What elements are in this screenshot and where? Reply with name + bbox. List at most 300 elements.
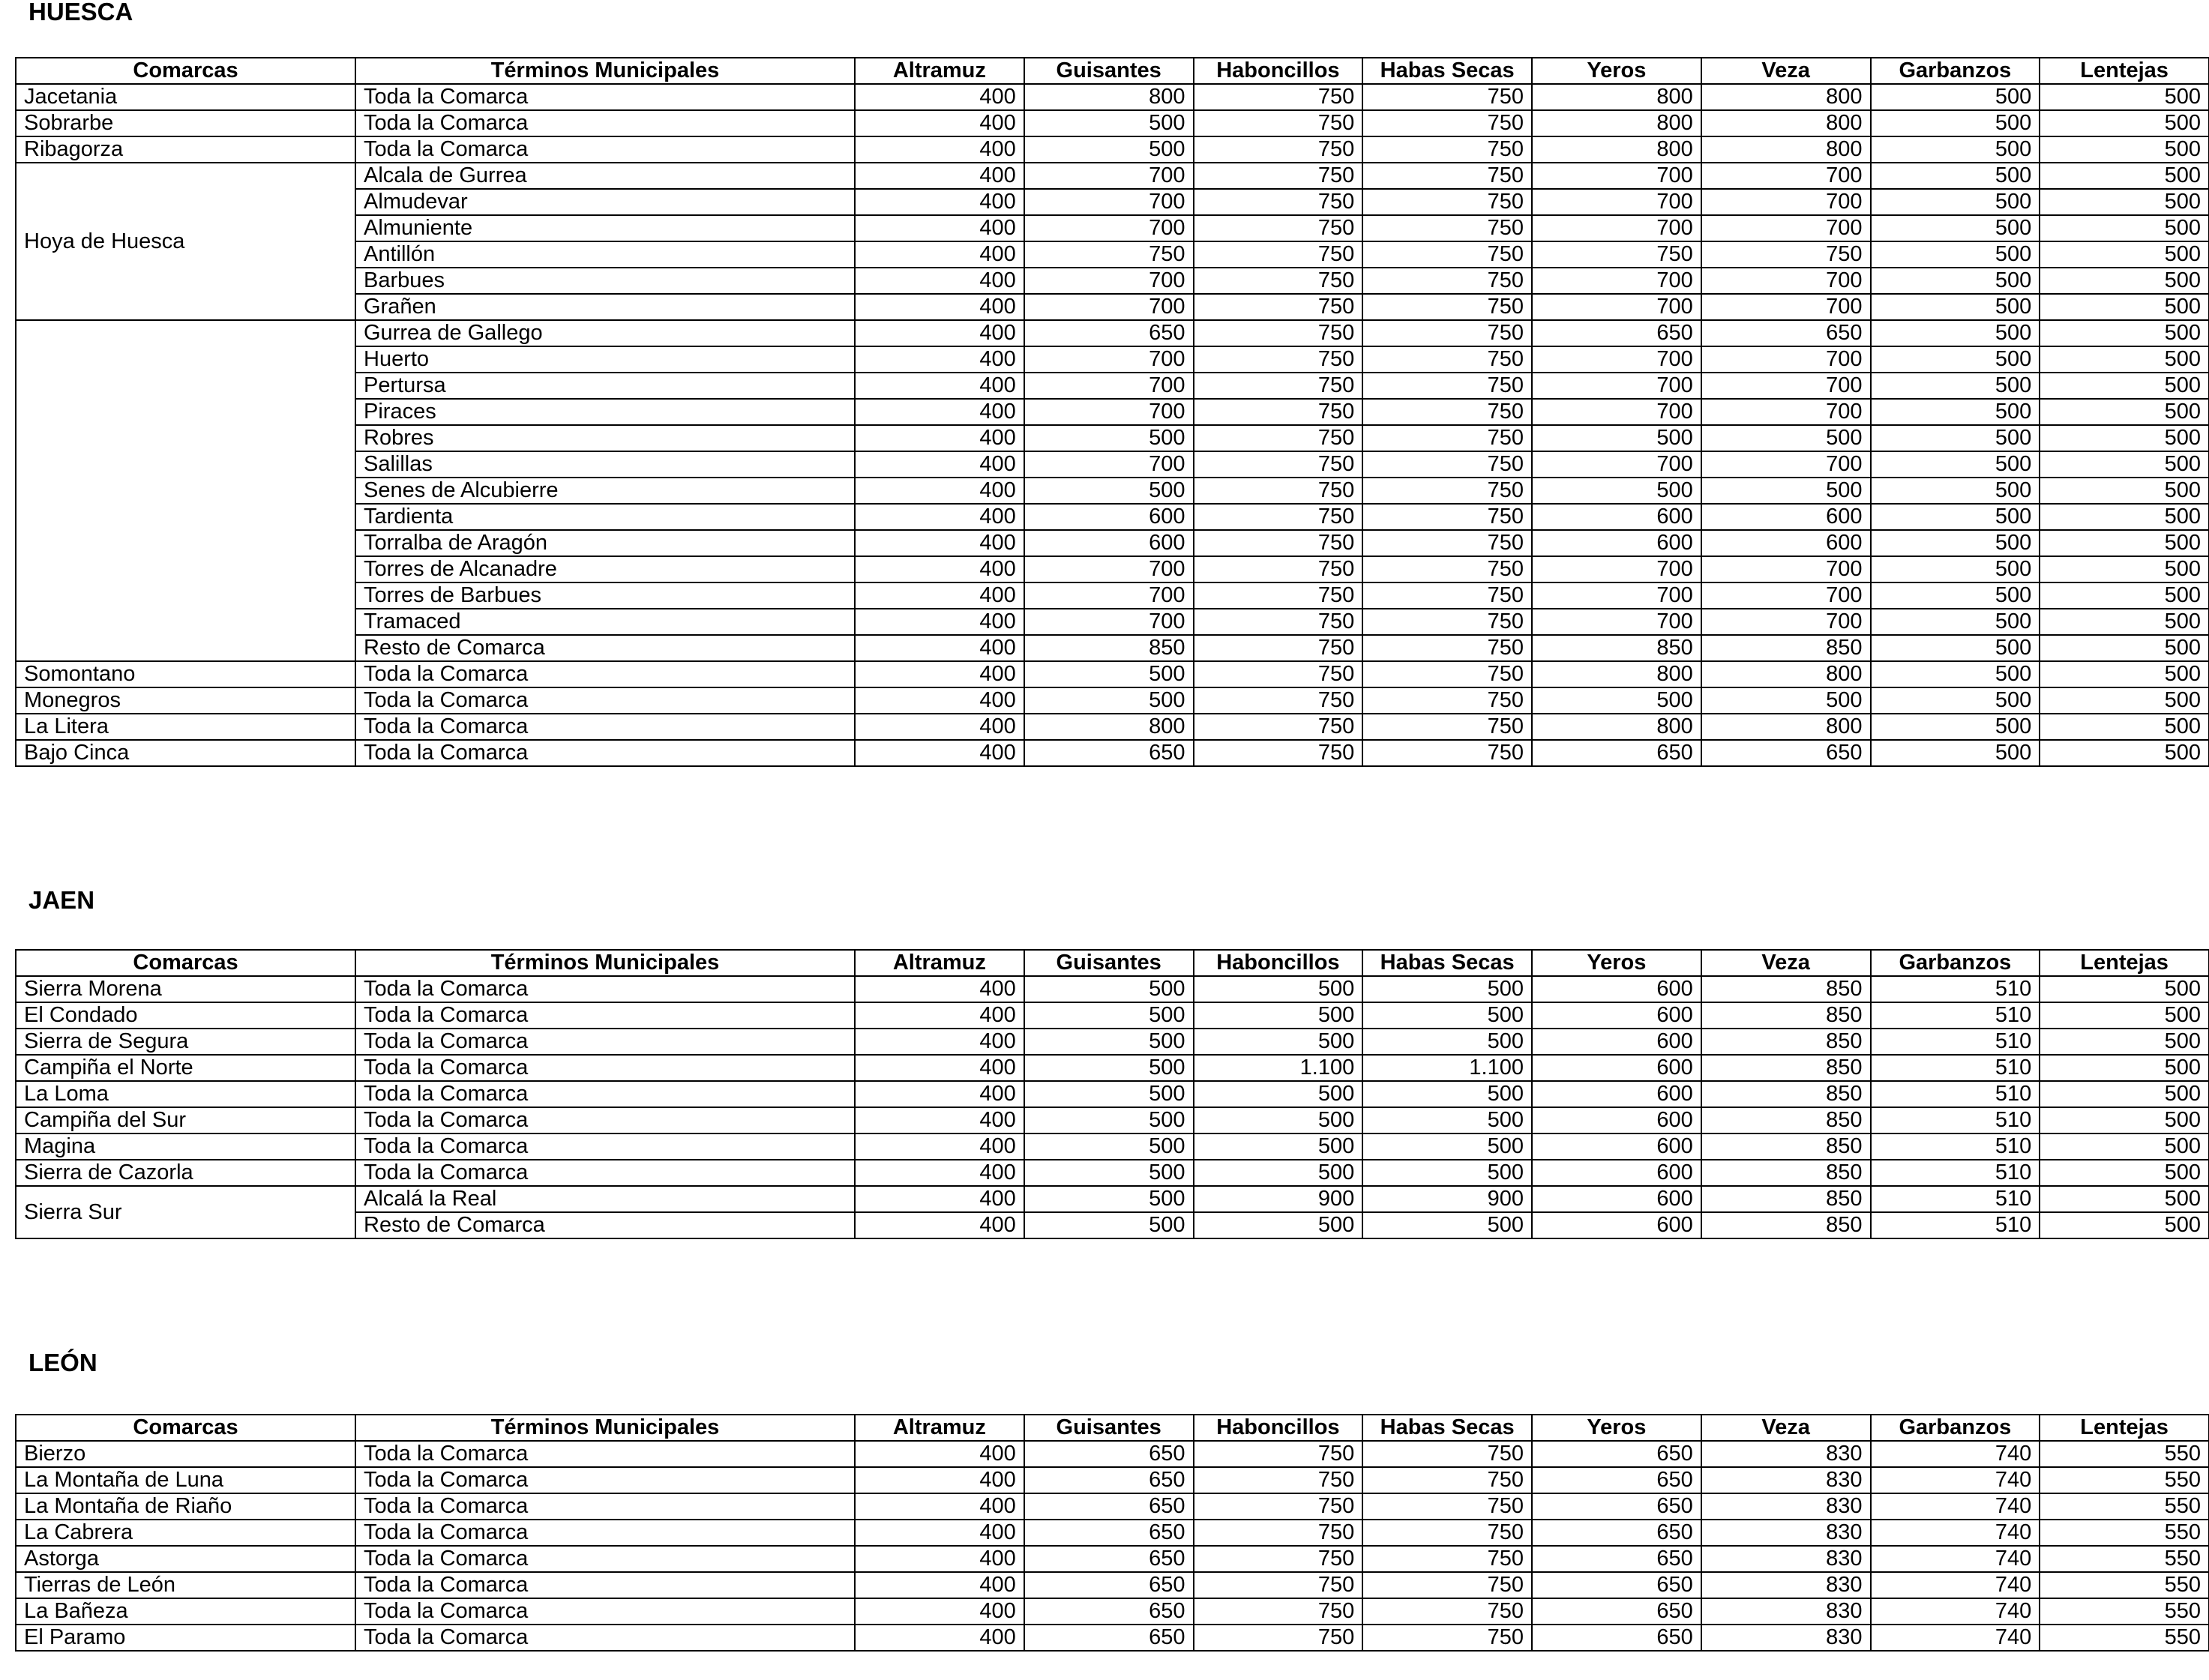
lentejas-cell: 500 [2040,504,2209,530]
garbanzos-header: Garbanzos [1871,950,2040,976]
veza-cell: 700 [1701,346,1871,373]
veza-cell: 500 [1701,425,1871,451]
haboncillos-cell: 750 [1194,84,1363,110]
lentejas-cell: 500 [2040,1133,2209,1160]
haboncillos-cell: 750 [1194,399,1363,425]
altramuz-cell: 400 [855,1598,1024,1625]
haboncillos-cell: 750 [1194,1625,1363,1651]
yeros-cell: 500 [1532,425,1701,451]
comarca-cell: La Litera [16,714,355,740]
haboncillos-cell: 750 [1194,582,1363,609]
lentejas-cell: 550 [2040,1625,2209,1651]
table-row [16,1546,2209,1572]
termino-cell: Toda la Comarca [355,1493,855,1520]
garbanzos-cell: 510 [1871,1081,2040,1107]
termino-cell: Toda la Comarca [355,661,855,687]
yeros-cell: 650 [1532,1598,1701,1625]
haboncillos-cell: 900 [1194,1186,1363,1212]
termino-cell: Huerto [355,346,855,373]
haboncillos-cell: 750 [1194,241,1363,268]
habas-secas-cell: 500 [1362,1081,1532,1107]
yeros-header: Yeros [1532,1415,1701,1441]
table-row [16,1160,2209,1186]
altramuz-cell: 400 [855,1029,1024,1055]
yeros-cell: 700 [1532,451,1701,478]
comarca-cell: Bierzo [16,1441,355,1467]
altramuz-cell: 400 [855,1520,1024,1546]
comarca-cell: Sierra Morena [16,976,355,1002]
haboncillos-cell: 750 [1194,346,1363,373]
altramuz-cell: 400 [855,373,1024,399]
termino-cell: Grañen [355,294,855,320]
habas-secas-cell: 1.100 [1362,1055,1532,1081]
yeros-cell: 850 [1532,635,1701,661]
garbanzos-cell: 500 [1871,136,2040,163]
habas-secas-cell: 750 [1362,268,1532,294]
altramuz-cell: 400 [855,687,1024,714]
yeros-cell: 650 [1532,1546,1701,1572]
comarca-cell [16,320,355,661]
table-row [16,714,2209,740]
garbanzos-cell: 500 [1871,425,2040,451]
veza-cell: 850 [1701,1029,1871,1055]
garbanzos-cell: 510 [1871,1186,2040,1212]
habas-secas-cell: 750 [1362,294,1532,320]
altramuz-cell: 400 [855,661,1024,687]
yeros-cell: 750 [1532,241,1701,268]
comarca-cell: La Loma [16,1081,355,1107]
altramuz-cell: 400 [855,976,1024,1002]
habas-secas-cell: 500 [1362,1107,1532,1133]
haboncillos-cell: 750 [1194,189,1363,215]
veza-cell: 500 [1701,687,1871,714]
comarca-cell: Campiña el Norte [16,1055,355,1081]
guisantes-cell: 500 [1024,1107,1194,1133]
garbanzos-cell: 740 [1871,1467,2040,1493]
haboncillos-cell: 500 [1194,1029,1363,1055]
comarca-cell: El Condado [16,1002,355,1029]
haboncillos-cell: 750 [1194,136,1363,163]
lentejas-cell: 550 [2040,1441,2209,1467]
veza-cell: 700 [1701,451,1871,478]
termino-cell: Antillón [355,241,855,268]
termino-cell: Toda la Comarca [355,1055,855,1081]
haboncillos-cell: 750 [1194,1441,1363,1467]
comarca-cell: El Paramo [16,1625,355,1651]
guisantes-cell: 500 [1024,1133,1194,1160]
lentejas-cell: 500 [2040,215,2209,241]
guisantes-cell: 650 [1024,1572,1194,1598]
guisantes-cell: 500 [1024,110,1194,136]
lentejas-cell: 500 [2040,582,2209,609]
veza-cell: 850 [1701,1055,1871,1081]
yeros-cell: 700 [1532,609,1701,635]
yeros-header: Yeros [1532,950,1701,976]
veza-cell: 830 [1701,1546,1871,1572]
termino-cell: Toda la Comarca [355,740,855,766]
altramuz-cell: 400 [855,110,1024,136]
haboncillos-cell: 750 [1194,1493,1363,1520]
guisantes-cell: 700 [1024,582,1194,609]
lentejas-cell: 550 [2040,1467,2209,1493]
termino-cell: Toda la Comarca [355,1467,855,1493]
veza-cell: 800 [1701,136,1871,163]
lentejas-cell: 500 [2040,661,2209,687]
termino-header: Términos Municipales [355,1415,855,1441]
garbanzos-cell: 500 [1871,504,2040,530]
guisantes-cell: 650 [1024,1441,1194,1467]
termino-cell: Torres de Barbues [355,582,855,609]
habas-secas-cell: 750 [1362,346,1532,373]
veza-cell: 600 [1701,530,1871,556]
lentejas-cell: 500 [2040,1055,2209,1081]
veza-cell: 700 [1701,556,1871,582]
guisantes-cell: 800 [1024,84,1194,110]
section-title: HUESCA [28,0,133,25]
habas-secas-cell: 750 [1362,189,1532,215]
lentejas-cell: 500 [2040,1212,2209,1238]
guisantes-cell: 500 [1024,425,1194,451]
yeros-cell: 650 [1532,320,1701,346]
garbanzos-cell: 510 [1871,1212,2040,1238]
termino-cell: Toda la Comarca [355,84,855,110]
lentejas-cell: 500 [2040,478,2209,504]
comarca-cell: Sierra de Segura [16,1029,355,1055]
guisantes-cell: 650 [1024,1493,1194,1520]
yeros-cell: 700 [1532,294,1701,320]
veza-header: Veza [1701,950,1871,976]
garbanzos-cell: 510 [1871,976,2040,1002]
veza-cell: 800 [1701,84,1871,110]
garbanzos-cell: 500 [1871,609,2040,635]
garbanzos-cell: 740 [1871,1493,2040,1520]
comarca-cell: Sobrarbe [16,110,355,136]
haboncillos-cell: 750 [1194,215,1363,241]
termino-cell: Torres de Alcanadre [355,556,855,582]
yeros-cell: 700 [1532,346,1701,373]
comarca-cell: Tierras de León [16,1572,355,1598]
termino-cell: Toda la Comarca [355,1441,855,1467]
lentejas-cell: 500 [2040,110,2209,136]
termino-cell: Toda la Comarca [355,687,855,714]
veza-cell: 830 [1701,1467,1871,1493]
table-row [16,1133,2209,1160]
comarca-header: Comarcas [16,58,355,84]
comarca-cell: Campiña del Sur [16,1107,355,1133]
yeros-cell: 700 [1532,268,1701,294]
garbanzos-cell: 500 [1871,661,2040,687]
garbanzos-header: Garbanzos [1871,1415,2040,1441]
altramuz-cell: 400 [855,1467,1024,1493]
yeros-cell: 700 [1532,399,1701,425]
habas-secas-cell: 750 [1362,661,1532,687]
yeros-cell: 650 [1532,1625,1701,1651]
comarca-cell: Sierra de Cazorla [16,1160,355,1186]
table-row [16,1029,2209,1055]
altramuz-cell: 400 [855,294,1024,320]
guisantes-cell: 500 [1024,661,1194,687]
veza-cell: 830 [1701,1493,1871,1520]
table-row [16,1493,2209,1520]
haboncillos-cell: 750 [1194,661,1363,687]
altramuz-header: Altramuz [855,1415,1024,1441]
habas-secas-cell: 750 [1362,1520,1532,1546]
haboncillos-cell: 750 [1194,110,1363,136]
yeros-header: Yeros [1532,58,1701,84]
haboncillos-cell: 750 [1194,478,1363,504]
table-row [16,110,2209,136]
lentejas-cell: 500 [2040,1160,2209,1186]
lentejas-cell: 500 [2040,1029,2209,1055]
garbanzos-cell: 500 [1871,294,2040,320]
veza-cell: 850 [1701,1186,1871,1212]
lentejas-cell: 500 [2040,976,2209,1002]
altramuz-cell: 400 [855,478,1024,504]
termino-cell: Piraces [355,399,855,425]
lentejas-cell: 500 [2040,320,2209,346]
garbanzos-cell: 500 [1871,110,2040,136]
veza-cell: 600 [1701,504,1871,530]
guisantes-cell: 700 [1024,346,1194,373]
guisantes-cell: 500 [1024,1212,1194,1238]
yeros-cell: 650 [1532,1572,1701,1598]
altramuz-cell: 400 [855,189,1024,215]
yeros-cell: 700 [1532,556,1701,582]
altramuz-cell: 400 [855,346,1024,373]
habas-secas-cell: 750 [1362,714,1532,740]
comarca-cell: La Bañeza [16,1598,355,1625]
guisantes-cell: 500 [1024,1029,1194,1055]
veza-cell: 850 [1701,1133,1871,1160]
garbanzos-cell: 500 [1871,478,2040,504]
haboncillos-cell: 750 [1194,1546,1363,1572]
termino-cell: Tramaced [355,609,855,635]
lentejas-cell: 500 [2040,609,2209,635]
termino-cell: Gurrea de Gallego [355,320,855,346]
habas-secas-cell: 750 [1362,399,1532,425]
lentejas-cell: 500 [2040,399,2209,425]
haboncillos-cell: 750 [1194,504,1363,530]
veza-cell: 830 [1701,1625,1871,1651]
altramuz-header: Altramuz [855,950,1024,976]
haboncillos-cell: 750 [1194,268,1363,294]
comarca-cell: La Cabrera [16,1520,355,1546]
garbanzos-cell: 510 [1871,1055,2040,1081]
table-row [16,1002,2209,1029]
termino-cell: Alcalá la Real [355,1186,855,1212]
veza-cell: 700 [1701,294,1871,320]
termino-cell: Toda la Comarca [355,1520,855,1546]
yeros-cell: 600 [1532,976,1701,1002]
habas-secas-cell: 750 [1362,1441,1532,1467]
table-row [16,1107,2209,1133]
veza-header: Veza [1701,58,1871,84]
guisantes-cell: 500 [1024,478,1194,504]
yeros-cell: 600 [1532,1081,1701,1107]
habas-secas-cell: 750 [1362,1625,1532,1651]
termino-cell: Toda la Comarca [355,136,855,163]
table-row [16,1572,2209,1598]
habas-secas-cell: 750 [1362,451,1532,478]
altramuz-cell: 400 [855,1625,1024,1651]
altramuz-cell: 400 [855,1546,1024,1572]
habas-secas-cell: 750 [1362,1546,1532,1572]
veza-cell: 800 [1701,661,1871,687]
termino-header: Términos Municipales [355,58,855,84]
table-row [16,740,2209,766]
lentejas-header: Lentejas [2040,1415,2209,1441]
altramuz-cell: 400 [855,635,1024,661]
lentejas-cell: 500 [2040,635,2209,661]
yeros-cell: 600 [1532,1055,1701,1081]
table-row [16,136,2209,163]
lentejas-cell: 500 [2040,373,2209,399]
yeros-cell: 650 [1532,1467,1701,1493]
section-title: LEÓN [28,1349,97,1376]
habas-secas-cell: 750 [1362,320,1532,346]
table-row [16,687,2209,714]
guisantes-cell: 500 [1024,1081,1194,1107]
altramuz-cell: 400 [855,1186,1024,1212]
lentejas-cell: 500 [2040,451,2209,478]
guisantes-header: Guisantes [1024,950,1194,976]
veza-cell: 750 [1701,241,1871,268]
yeros-cell: 600 [1532,530,1701,556]
veza-cell: 800 [1701,110,1871,136]
altramuz-header: Altramuz [855,58,1024,84]
garbanzos-cell: 740 [1871,1625,2040,1651]
haboncillos-cell: 750 [1194,294,1363,320]
guisantes-cell: 650 [1024,740,1194,766]
haboncillos-cell: 750 [1194,530,1363,556]
termino-cell: Toda la Comarca [355,1598,855,1625]
guisantes-cell: 700 [1024,373,1194,399]
habas-secas-cell: 500 [1362,1133,1532,1160]
habas-secas-cell: 750 [1362,687,1532,714]
yeros-cell: 700 [1532,215,1701,241]
garbanzos-cell: 510 [1871,1133,2040,1160]
lentejas-cell: 500 [2040,346,2209,373]
lentejas-cell: 500 [2040,189,2209,215]
altramuz-cell: 400 [855,215,1024,241]
termino-cell: Torralba de Aragón [355,530,855,556]
termino-cell: Toda la Comarca [355,1029,855,1055]
veza-cell: 850 [1701,1081,1871,1107]
yeros-cell: 800 [1532,84,1701,110]
table-row [16,163,2209,189]
haboncillos-cell: 500 [1194,1133,1363,1160]
haboncillos-cell: 500 [1194,1160,1363,1186]
yeros-cell: 800 [1532,136,1701,163]
garbanzos-cell: 740 [1871,1520,2040,1546]
comarca-cell: La Montaña de Riaño [16,1493,355,1520]
altramuz-cell: 400 [855,1441,1024,1467]
habas-secas-cell: 500 [1362,976,1532,1002]
veza-cell: 850 [1701,1107,1871,1133]
garbanzos-cell: 740 [1871,1598,2040,1625]
altramuz-cell: 400 [855,582,1024,609]
haboncillos-cell: 750 [1194,740,1363,766]
veza-cell: 650 [1701,740,1871,766]
lentejas-cell: 550 [2040,1572,2209,1598]
guisantes-cell: 500 [1024,1160,1194,1186]
termino-cell: Toda la Comarca [355,714,855,740]
altramuz-cell: 400 [855,136,1024,163]
termino-cell: Toda la Comarca [355,1546,855,1572]
veza-cell: 700 [1701,609,1871,635]
garbanzos-cell: 740 [1871,1441,2040,1467]
veza-cell: 850 [1701,976,1871,1002]
garbanzos-cell: 500 [1871,373,2040,399]
altramuz-cell: 400 [855,1212,1024,1238]
termino-cell: Toda la Comarca [355,1081,855,1107]
comarca-cell: Somontano [16,661,355,687]
altramuz-cell: 400 [855,714,1024,740]
habas-secas-cell: 750 [1362,241,1532,268]
termino-cell: Pertursa [355,373,855,399]
yeros-cell: 650 [1532,740,1701,766]
veza-cell: 700 [1701,163,1871,189]
garbanzos-cell: 500 [1871,215,2040,241]
yeros-cell: 600 [1532,1002,1701,1029]
garbanzos-cell: 500 [1871,163,2040,189]
garbanzos-cell: 500 [1871,556,2040,582]
veza-cell: 850 [1701,1002,1871,1029]
comarca-cell: La Montaña de Luna [16,1467,355,1493]
altramuz-cell: 400 [855,1081,1024,1107]
termino-cell: Salillas [355,451,855,478]
yeros-cell: 700 [1532,582,1701,609]
garbanzos-cell: 500 [1871,451,2040,478]
garbanzos-cell: 500 [1871,346,2040,373]
lentejas-cell: 500 [2040,241,2209,268]
termino-cell: Almuniente [355,215,855,241]
termino-cell: Senes de Alcubierre [355,478,855,504]
garbanzos-cell: 500 [1871,84,2040,110]
garbanzos-cell: 740 [1871,1546,2040,1572]
comarca-cell: Monegros [16,687,355,714]
habas-secas-cell: 500 [1362,1160,1532,1186]
lentejas-cell: 500 [2040,1081,2209,1107]
table-row [16,1467,2209,1493]
termino-cell: Toda la Comarca [355,976,855,1002]
yeros-cell: 650 [1532,1441,1701,1467]
garbanzos-cell: 500 [1871,635,2040,661]
habas-secas-cell: 750 [1362,1467,1532,1493]
lentejas-cell: 500 [2040,1107,2209,1133]
habas-secas-cell: 750 [1362,1572,1532,1598]
habas-secas-cell: 750 [1362,163,1532,189]
yeros-cell: 700 [1532,189,1701,215]
comarca-cell: Magina [16,1133,355,1160]
veza-cell: 830 [1701,1441,1871,1467]
altramuz-cell: 400 [855,163,1024,189]
termino-cell: Alcala de Gurrea [355,163,855,189]
haboncillos-cell: 500 [1194,1002,1363,1029]
altramuz-cell: 400 [855,1055,1024,1081]
table-header-row [16,950,2209,976]
haboncillos-cell: 750 [1194,609,1363,635]
garbanzos-cell: 500 [1871,320,2040,346]
table-row [16,1520,2209,1546]
termino-cell: Toda la Comarca [355,1002,855,1029]
habas-secas-cell: 750 [1362,478,1532,504]
habas-secas-cell: 750 [1362,609,1532,635]
guisantes-cell: 700 [1024,399,1194,425]
garbanzos-cell: 500 [1871,268,2040,294]
termino-cell: Toda la Comarca [355,1160,855,1186]
altramuz-cell: 400 [855,1002,1024,1029]
